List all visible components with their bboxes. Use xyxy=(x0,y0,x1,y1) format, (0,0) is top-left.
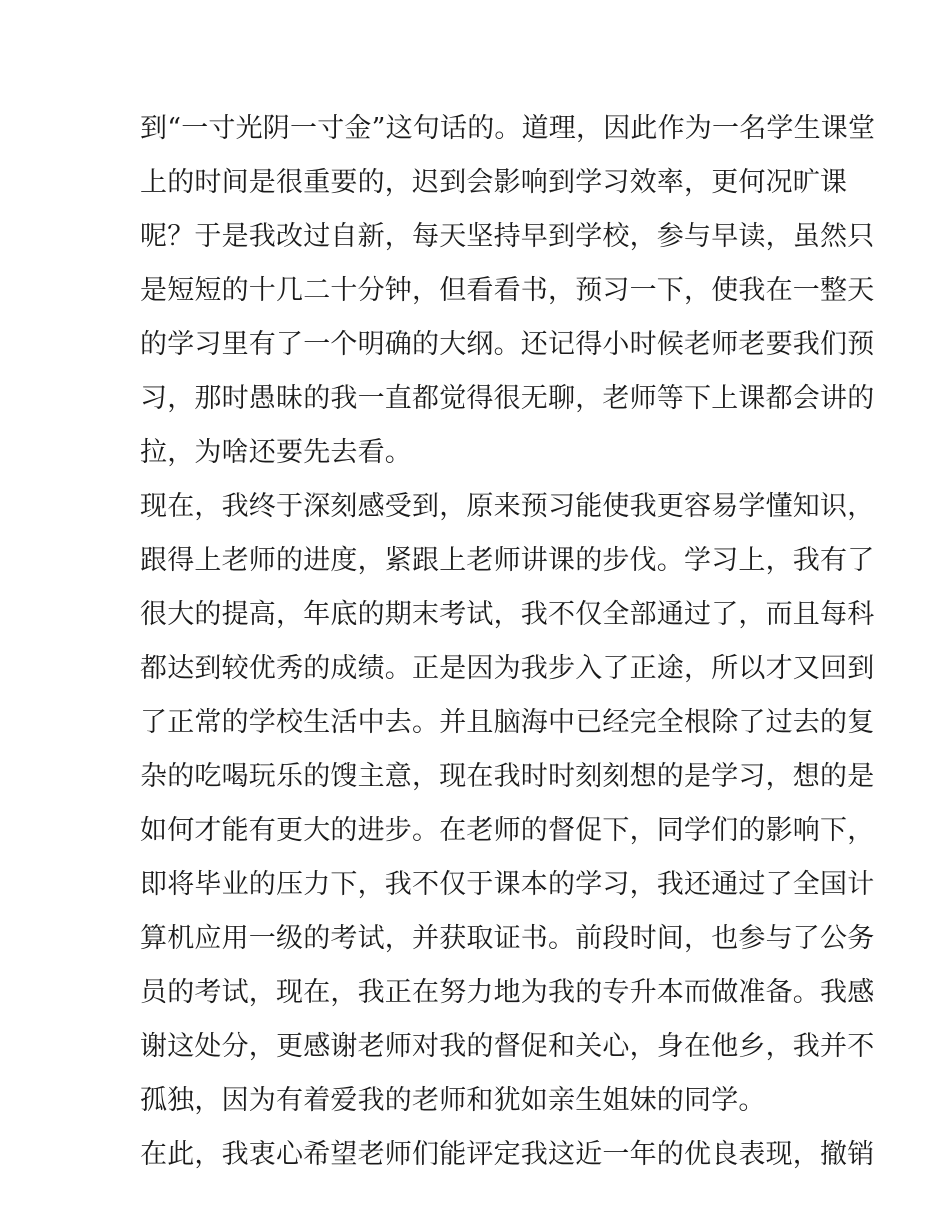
text-line-2: 上的时间是很重要的，迟到会影响到学习效率，更何况旷课 xyxy=(140,167,848,198)
text-line-17: 员的考试，现在，我正在努力地为我的专升本而做准备。我感 xyxy=(140,977,875,1008)
text-line-8: 现在，我终于深刻感受到，原来预习能使我更容易学懂知识， xyxy=(140,491,875,522)
text-line-1: 到“一寸光阴一寸金”这句话的。道理，因此作为一名学生课堂 xyxy=(140,113,876,144)
text-line-14: 如何才能有更大的进步。在老师的督促下，同学们的影响下， xyxy=(140,815,875,846)
text-line-7: 拉，为啥还要先去看。 xyxy=(140,437,412,468)
text-line-15: 即将毕业的压力下，我不仅于课本的学习，我还通过了全国计 xyxy=(140,869,875,900)
text-line-4: 是短短的十几二十分钟，但看看书，预习一下，使我在一整天 xyxy=(140,275,875,306)
text-line-10: 很大的提高，年底的期末考试，我不仅全部通过了，而且每科 xyxy=(140,599,875,630)
text-line-20: 在此，我衷心希望老师们能评定我这近一年的优良表现，撤销 xyxy=(140,1139,875,1170)
text-line-16: 算机应用一级的考试，并获取证书。前段时间，也参与了公务 xyxy=(140,923,875,954)
text-line-19: 孤独，因为有着爱我的老师和犹如亲生姐妹的同学。 xyxy=(140,1085,766,1116)
text-line-18: 谢这处分，更感谢老师对我的督促和关心，身在他乡，我并不 xyxy=(140,1031,875,1062)
text-line-3: 呢？于是我改过自新，每天坚持早到学校，参与早读，虽然只 xyxy=(140,221,875,252)
text-line-12: 了正常的学校生活中去。并且脑海中已经完全根除了过去的复 xyxy=(140,707,875,738)
text-line-11: 都达到较优秀的成绩。正是因为我步入了正途，所以才又回到 xyxy=(140,653,875,684)
text-line-13: 杂的吃喝玩乐的馊主意，现在我时时刻刻想的是学习，想的是 xyxy=(140,761,875,792)
text-line-5: 的学习里有了一个明确的大纲。还记得小时候老师老要我们预 xyxy=(140,329,875,360)
text-line-9: 跟得上老师的进度，紧跟上老师讲课的步伐。学习上，我有了 xyxy=(140,545,875,576)
text-line-6: 习，那时愚昧的我一直都觉得很无聊，老师等下上课都会讲的 xyxy=(140,383,875,414)
